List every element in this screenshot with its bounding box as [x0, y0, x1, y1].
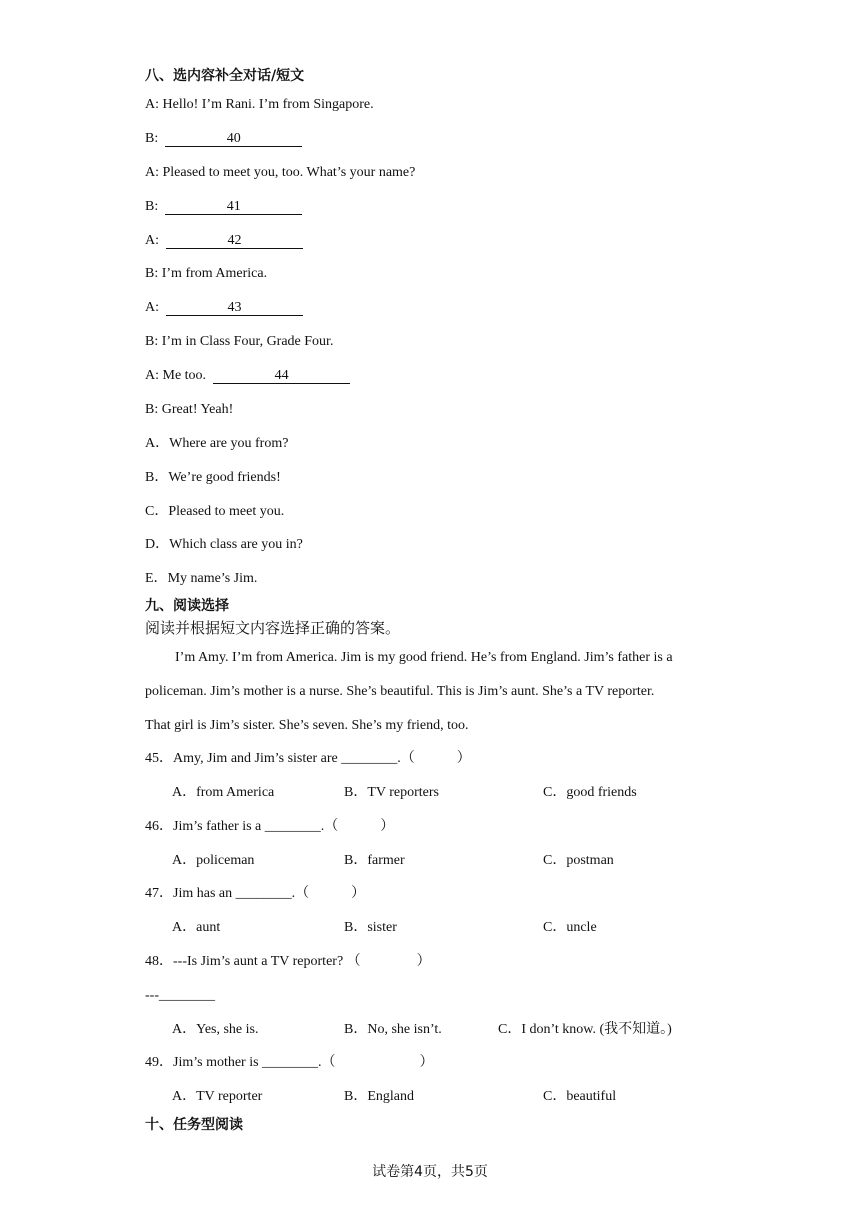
q45-option-b[interactable]: B．TV reporters: [344, 785, 439, 800]
section-10-title: 十、任务型阅读: [145, 1117, 243, 1133]
dialogue-line-1: A: Hello! I’m Rani. I’m from Singapore.: [145, 97, 374, 112]
passage-line-1: I’m Amy. I’m from America. Jim is my good friend. He’s from England. Jim’s father is a: [175, 650, 673, 665]
section-8-title: 八、选内容补全对话/短文: [145, 68, 305, 84]
q49-option-a[interactable]: A．TV reporter: [172, 1089, 263, 1104]
q49-option-c[interactable]: C．beautiful: [543, 1089, 617, 1104]
dialogue-line-6: B: I’m from America.: [145, 266, 268, 281]
q48-option-c[interactable]: C．I don’t know. (我不知道。): [498, 1022, 672, 1037]
passage-line-2: policeman. Jim’s mother is a nurse. She’s beautiful. This is Jim’s aunt. She’s a TV reporter.: [145, 684, 655, 699]
q47-option-c[interactable]: C．uncle: [543, 920, 597, 935]
q47-option-a[interactable]: A．aunt: [172, 920, 221, 935]
q48-option-b[interactable]: B．No, she isn’t.: [344, 1022, 442, 1037]
passage-line-3: That girl is Jim’s sister. She’s seven. She’s my friend, too.: [145, 718, 469, 733]
question-48: 48．---Is Jim’s aunt a TV reporter? （ ）: [145, 954, 431, 969]
dialogue-line-3: A: Pleased to meet you, too. What’s your name?: [145, 165, 416, 180]
q45-option-c[interactable]: C．good friends: [543, 785, 637, 800]
section-9-instruction: 阅读并根据短文内容选择正确的答案。: [145, 619, 401, 637]
option-a: A．Where are you from?: [145, 436, 289, 451]
q46-option-a[interactable]: A．policeman: [172, 853, 255, 868]
q45-option-a[interactable]: A．from America: [172, 785, 275, 800]
option-c: C．Pleased to meet you.: [145, 504, 285, 519]
dialogue-line-10: B: Great! Yeah!: [145, 402, 234, 417]
answer-blank-40[interactable]: 40: [165, 131, 302, 147]
q46-option-b[interactable]: B．farmer: [344, 853, 405, 868]
dialogue-line-7: A: 43: [145, 299, 303, 317]
q48-option-a[interactable]: A．Yes, she is.: [172, 1022, 259, 1037]
page-footer: 试卷第4页，共5页: [372, 1164, 488, 1180]
q49-option-b[interactable]: B．England: [344, 1089, 414, 1104]
answer-blank-43[interactable]: 43: [166, 300, 303, 316]
dialogue-line-4: B: 41: [145, 198, 302, 216]
q46-option-c[interactable]: C．postman: [543, 853, 614, 868]
option-d: D．Which class are you in?: [145, 537, 303, 552]
dialogue-line-8: B: I’m in Class Four, Grade Four.: [145, 334, 334, 349]
answer-blank-44[interactable]: 44: [213, 368, 350, 384]
dialogue-line-2: B: 40: [145, 130, 302, 148]
answer-blank-41[interactable]: 41: [165, 199, 302, 215]
q48-answer-line[interactable]: ---________: [145, 988, 215, 1003]
question-46: 46．Jim’s father is a ________.（ ）: [145, 819, 395, 834]
dialogue-line-5: A: 42: [145, 232, 303, 250]
dialogue-line-9: A: Me too. 44: [145, 367, 350, 385]
q47-option-b[interactable]: B．sister: [344, 920, 397, 935]
question-47: 47．Jim has an ________.（ ）: [145, 886, 366, 901]
question-49: 49．Jim’s mother is ________.（ ）: [145, 1055, 434, 1070]
question-45: 45．Amy, Jim and Jim’s sister are ________.（ ）: [145, 751, 471, 766]
option-e: E．My name’s Jim.: [145, 571, 258, 586]
option-b: B．We’re good friends!: [145, 470, 281, 485]
answer-blank-42[interactable]: 42: [166, 233, 303, 249]
section-9-title: 九、阅读选择: [145, 598, 229, 614]
